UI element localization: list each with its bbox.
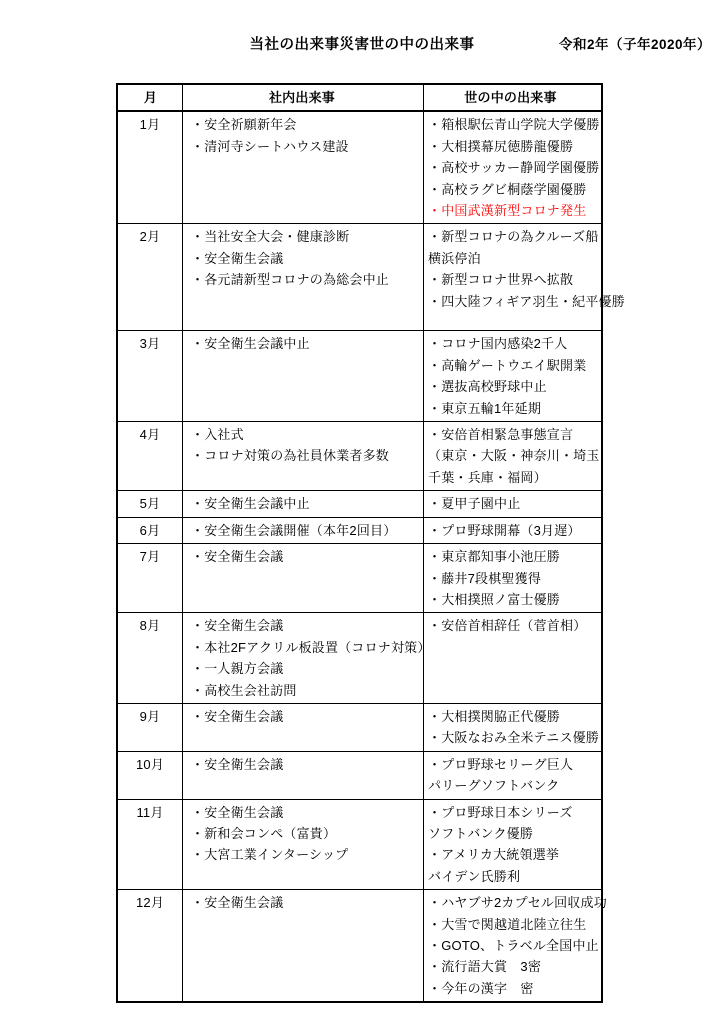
month-cell: 4月 [139, 427, 161, 443]
world-events-cell [423, 422, 599, 490]
company-event-line: ・各元請新型コロナの為総会中止 [191, 272, 390, 288]
company-event-line: ・安全衛生会議中止 [191, 496, 310, 512]
world-event-line: ・高輪ゲートウエイ駅開業 [428, 357, 587, 373]
world-event-line: ・アメリカ大統領選挙 [428, 847, 560, 863]
table-row [118, 799, 601, 890]
world-event-line: ・プロ野球セリーグ巨人 [428, 756, 574, 772]
world-events-cell [423, 890, 607, 1001]
month-cell: 5月 [139, 496, 161, 512]
world-event-line: （東京・大阪・神奈川・埼玉 [428, 448, 600, 464]
world-event-line: ・ハヤブサ2カプセル回収成功 [428, 895, 607, 911]
world-event-line: ・高校サッカー静岡学園優勝 [428, 160, 600, 176]
company-events-cell [182, 704, 423, 751]
world-event-line: ・大雪で関越道北陸立往生 [428, 916, 587, 932]
world-event-line: ・安倍首相辞任（菅首相） [428, 618, 587, 634]
header-world-events: 世の中の出来事 [423, 85, 599, 110]
company-events-cell [182, 800, 423, 890]
world-events-cell [423, 112, 599, 223]
world-event-line: ・箱根駅伝青山学院大学優勝 [428, 117, 600, 133]
company-events-cell [182, 544, 423, 612]
world-event-line: 千葉・兵庫・福岡） [428, 469, 547, 485]
company-event-line: ・一人親方会議 [191, 661, 284, 677]
table-row [118, 517, 601, 543]
world-event-line: ・選抜高校野球中止 [428, 379, 547, 395]
company-events-cell [182, 112, 423, 223]
company-event-line: ・本社2Fアクリル板設置（コロナ対策） [191, 639, 431, 655]
world-event-line: ・今年の漢字 密 [428, 980, 534, 996]
company-event-line: ・安全衛生会議 [191, 756, 284, 772]
table-row [118, 703, 601, 751]
company-event-line: ・入社式 [191, 427, 244, 443]
world-event-line: ・東京五輪1年延期 [428, 400, 542, 416]
world-event-line: ・新型コロナの為クルーズ船 [428, 229, 599, 245]
world-events-cell [423, 544, 599, 612]
company-event-line: ・コロナ対策の為社員休業者多数 [191, 448, 390, 464]
world-event-line: ・夏甲子園中止 [428, 496, 521, 512]
table-row [118, 330, 601, 421]
company-events-cell [182, 613, 431, 703]
header-month: 月 [143, 90, 158, 105]
company-event-line: ・安全祈願新年会 [191, 117, 297, 133]
page-title: 当社の出来事災害世の中の出来事 [249, 37, 475, 53]
company-event-line: ・安全衛生会議中止 [191, 336, 310, 352]
table-row [118, 543, 601, 612]
world-event-line: ・四大陸フィギア羽生・紀平優勝 [428, 293, 625, 309]
month-cell: 10月 [135, 756, 165, 772]
company-event-line: ・高校生会社訪問 [191, 682, 297, 698]
month-cell: 9月 [139, 708, 161, 724]
world-event-line: 横浜停泊 [428, 250, 481, 266]
company-events-cell [182, 752, 423, 799]
company-events-cell [182, 422, 423, 490]
world-event-line: ・新型コロナ世界へ拡散 [428, 272, 574, 288]
year-label: 令和2年（子年2020年） [558, 37, 711, 52]
month-cell: 3月 [139, 336, 161, 352]
table-row [118, 889, 607, 1001]
month-cell: 6月 [139, 522, 161, 538]
company-event-line: ・安全衛生会議 [191, 250, 284, 266]
table-header-row [118, 85, 601, 111]
company-events-cell [182, 331, 423, 421]
table-row [118, 751, 601, 799]
company-event-line: ・安全衛生会議 [191, 708, 284, 724]
company-event-line: ・清河寺シートハウス建設 [191, 138, 349, 154]
world-event-line: ・コロナ国内感染2千人 [428, 336, 568, 352]
world-event-line: パリーグソフトバンク [428, 778, 560, 794]
company-event-line: ・安全衛生会議開催（本年2回目） [191, 522, 397, 538]
month-cell: 2月 [139, 229, 161, 245]
world-event-line: ・大相撲照ノ富士優勝 [428, 591, 561, 607]
company-event-line: ・安全衛生会議 [191, 549, 284, 565]
company-events-cell [182, 224, 423, 330]
world-event-line: ・高校ラグビ桐蔭学園優勝 [428, 181, 587, 197]
table-row [118, 223, 625, 330]
world-events-cell [423, 800, 599, 890]
events-table [116, 83, 625, 1003]
table-row [118, 421, 601, 490]
world-event-line: ・プロ野球開幕（3月遅） [428, 522, 581, 538]
company-events-cell [182, 890, 423, 1001]
world-events-cell [423, 491, 599, 516]
world-events-cell [423, 613, 599, 703]
world-event-line: ・プロ野球日本シリーズ [428, 804, 573, 820]
company-event-line: ・安全衛生会議 [191, 895, 284, 911]
world-events-cell [423, 224, 625, 330]
company-events-cell [182, 518, 423, 543]
company-event-line: ・当社安全大会・健康診断 [191, 229, 350, 245]
world-event-line: ・大相撲幕尻徳勝龍優勝 [428, 138, 574, 154]
world-event-line: バイデン氏勝利 [428, 868, 521, 884]
world-event-line: ・中国武漢新型コロナ発生 [428, 203, 587, 219]
world-event-line: ・大相撲関脇正代優勝 [428, 708, 561, 724]
company-event-line: ・新和会コンペ（富貴） [191, 825, 337, 841]
company-event-line: ・大宮工業インターシップ [191, 847, 349, 863]
month-cell: 12月 [135, 895, 165, 911]
world-event-line: ・安倍首相緊急事態宣言 [428, 427, 574, 443]
month-cell: 1月 [139, 117, 161, 133]
month-cell: 8月 [139, 618, 161, 634]
month-cell: 7月 [139, 549, 161, 565]
table-row [118, 612, 601, 703]
company-event-line: ・安全衛生会議 [191, 804, 284, 820]
world-event-line: ・GOTO、トラベル全国中止 [428, 938, 599, 953]
world-event-line: ・東京都知事小池圧勝 [428, 549, 561, 565]
document-header [0, 33, 724, 53]
world-events-cell [423, 752, 599, 799]
world-events-cell [423, 331, 599, 421]
month-cell: 11月 [136, 804, 164, 820]
world-event-line: ・流行語大賞 3密 [428, 959, 542, 975]
world-events-cell [423, 518, 599, 543]
company-events-cell [182, 491, 423, 516]
header-company-events: 社内出来事 [182, 85, 423, 110]
world-events-cell [423, 704, 599, 751]
company-event-line: ・安全衛生会議 [191, 618, 284, 634]
world-event-line: ・大阪なおみ全米テニス優勝 [428, 730, 600, 746]
table-row [118, 490, 601, 516]
world-event-line: ソフトバンク優勝 [428, 825, 534, 841]
world-event-line: ・藤井7段棋聖獲得 [428, 570, 542, 586]
table-row [118, 111, 601, 223]
